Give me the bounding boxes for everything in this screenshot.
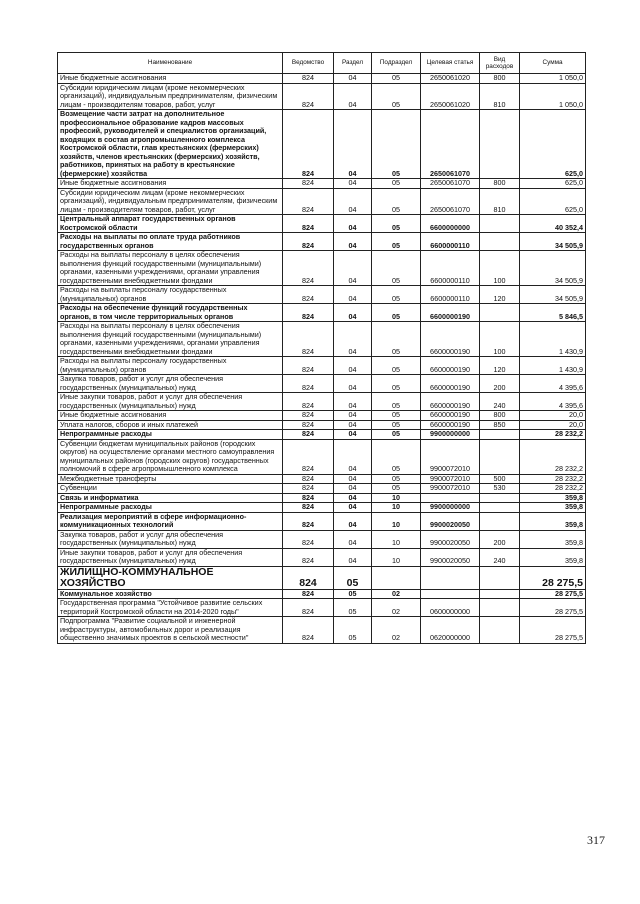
table-row bbox=[58, 530, 586, 548]
row-name: ЖИЛИЩНО-КОММУНАЛЬНОЕ ХОЗЯЙСТВО bbox=[58, 566, 283, 589]
row-subsection: 05 bbox=[372, 484, 421, 494]
row-section: 04 bbox=[334, 393, 372, 411]
row-dept: 824 bbox=[283, 215, 334, 233]
row-target: 2650061070 bbox=[421, 110, 480, 179]
row-dept: 824 bbox=[283, 484, 334, 494]
row-amount: 34 505,9 bbox=[520, 251, 586, 286]
budget-table bbox=[57, 52, 586, 644]
row-dept: 824 bbox=[283, 233, 334, 251]
row-amount: 5 846,5 bbox=[520, 304, 586, 322]
row-section: 04 bbox=[334, 304, 372, 322]
table-row bbox=[58, 251, 586, 286]
row-subsection: 05 bbox=[372, 420, 421, 430]
row-target: 6600000110 bbox=[421, 251, 480, 286]
row-section: 05 bbox=[334, 617, 372, 644]
row-amount: 4 395,6 bbox=[520, 393, 586, 411]
row-exp-type: 120 bbox=[480, 286, 520, 304]
page-number: 317 bbox=[587, 833, 605, 847]
row-dept: 824 bbox=[283, 617, 334, 644]
row-exp-type: 530 bbox=[480, 484, 520, 494]
row-target: 9900020050 bbox=[421, 548, 480, 566]
table-header bbox=[58, 53, 586, 74]
row-section: 04 bbox=[334, 83, 372, 110]
table-row bbox=[58, 548, 586, 566]
row-dept: 824 bbox=[283, 589, 334, 599]
row-section: 04 bbox=[334, 439, 372, 474]
table-row bbox=[58, 474, 586, 484]
row-name: Межбюджетные трансферты bbox=[58, 474, 283, 484]
row-section: 04 bbox=[334, 286, 372, 304]
row-dept: 824 bbox=[283, 393, 334, 411]
table-row bbox=[58, 439, 586, 474]
row-name: Расходы на выплаты персоналу государственных (муниципальных) органов bbox=[58, 357, 283, 375]
row-section: 04 bbox=[334, 357, 372, 375]
row-target: 0600000000 bbox=[421, 599, 480, 617]
row-dept: 824 bbox=[283, 411, 334, 421]
row-section: 05 bbox=[334, 589, 372, 599]
row-amount: 625,0 bbox=[520, 188, 586, 215]
row-amount: 28 275,5 bbox=[520, 589, 586, 599]
header-target: Целевая статья bbox=[421, 53, 480, 74]
row-dept: 824 bbox=[283, 420, 334, 430]
header-section: Раздел bbox=[334, 53, 372, 74]
row-name: Расходы на выплаты персоналу государственных (муниципальных) органов bbox=[58, 286, 283, 304]
row-subsection: 05 bbox=[372, 411, 421, 421]
row-subsection: 10 bbox=[372, 512, 421, 530]
row-subsection: 10 bbox=[372, 530, 421, 548]
row-exp-type bbox=[480, 233, 520, 251]
table-row bbox=[58, 233, 586, 251]
row-subsection: 05 bbox=[372, 474, 421, 484]
row-subsection: 05 bbox=[372, 74, 421, 84]
row-dept: 824 bbox=[283, 110, 334, 179]
table-row bbox=[58, 83, 586, 110]
row-section: 04 bbox=[334, 530, 372, 548]
header-amount: Сумма bbox=[520, 53, 586, 74]
row-exp-type bbox=[480, 304, 520, 322]
row-name: Непрограммные расходы bbox=[58, 503, 283, 513]
row-subsection: 05 bbox=[372, 179, 421, 189]
row-section: 04 bbox=[334, 322, 372, 357]
row-target bbox=[421, 589, 480, 599]
row-amount: 625,0 bbox=[520, 110, 586, 179]
row-amount: 34 505,9 bbox=[520, 233, 586, 251]
row-name: Расходы на выплаты по оплате труда работников государственных органов bbox=[58, 233, 283, 251]
row-name: Непрограммные расходы bbox=[58, 430, 283, 440]
row-subsection bbox=[372, 566, 421, 589]
row-name: Расходы на обеспечение функций государственных органов, в том числе территориальных органов bbox=[58, 304, 283, 322]
row-target: 9900000000 bbox=[421, 503, 480, 513]
row-exp-type bbox=[480, 617, 520, 644]
row-section: 04 bbox=[334, 179, 372, 189]
row-section: 04 bbox=[334, 484, 372, 494]
row-amount: 40 352,4 bbox=[520, 215, 586, 233]
header-dept: Ведомство bbox=[283, 53, 334, 74]
row-name: Расходы на выплаты персоналу в целях обеспечения выполнения функций государственными (муниципальными) органами, казенными учреждениями, органами управления государственными внебюджетными фондами bbox=[58, 322, 283, 357]
row-section: 04 bbox=[334, 233, 372, 251]
row-exp-type: 800 bbox=[480, 411, 520, 421]
row-exp-type: 100 bbox=[480, 251, 520, 286]
row-name: Субвенции бюджетам муниципальных районов (городских округов) на осуществление органами местного самоуправления муниципальных районов (городских округов) государственных полномочий в сфере агропромышленного комплекса bbox=[58, 439, 283, 474]
row-subsection: 05 bbox=[372, 322, 421, 357]
row-target: 9900072010 bbox=[421, 474, 480, 484]
row-name: Закупка товаров, работ и услуг для обеспечения государственных (муниципальных) нужд bbox=[58, 375, 283, 393]
table-row bbox=[58, 286, 586, 304]
row-subsection: 05 bbox=[372, 188, 421, 215]
row-dept: 824 bbox=[283, 439, 334, 474]
row-name: Субсидии юридическим лицам (кроме некоммерческих организаций), индивидуальным предпринимателям, физическим лицам - производителям товаров, работ, услуг bbox=[58, 188, 283, 215]
row-name: Центральный аппарат государственных органов Костромской области bbox=[58, 215, 283, 233]
row-exp-type bbox=[480, 589, 520, 599]
row-amount: 359,8 bbox=[520, 512, 586, 530]
row-subsection: 02 bbox=[372, 617, 421, 644]
row-dept: 824 bbox=[283, 548, 334, 566]
table-row bbox=[58, 430, 586, 440]
row-subsection: 10 bbox=[372, 503, 421, 513]
row-subsection: 05 bbox=[372, 286, 421, 304]
row-exp-type bbox=[480, 493, 520, 503]
row-name: Связь и информатика bbox=[58, 493, 283, 503]
row-subsection: 05 bbox=[372, 215, 421, 233]
row-subsection: 05 bbox=[372, 251, 421, 286]
row-exp-type bbox=[480, 439, 520, 474]
row-amount: 20,0 bbox=[520, 411, 586, 421]
row-exp-type: 850 bbox=[480, 420, 520, 430]
row-name: Иные закупки товаров, работ и услуг для обеспечения государственных (муниципальных) нужд bbox=[58, 393, 283, 411]
row-section: 04 bbox=[334, 411, 372, 421]
row-target: 2650061070 bbox=[421, 179, 480, 189]
row-name: Иные бюджетные ассигнования bbox=[58, 411, 283, 421]
row-section: 04 bbox=[334, 375, 372, 393]
row-subsection: 05 bbox=[372, 83, 421, 110]
row-target: 2650061020 bbox=[421, 74, 480, 84]
table-row bbox=[58, 179, 586, 189]
row-amount: 359,8 bbox=[520, 548, 586, 566]
row-amount: 1 430,9 bbox=[520, 322, 586, 357]
row-amount: 4 395,6 bbox=[520, 375, 586, 393]
row-subsection: 05 bbox=[372, 233, 421, 251]
row-dept: 824 bbox=[283, 530, 334, 548]
row-name: Возмещение части затрат на дополнительное профессиональное образование кадров массовых профессий, руководителей и специалистов организаций, входящих в состав агропромышленного комплекса Костромской области, глав крестьянских (фермерских) хозяйств, членов крестьянских (фермерских) хозяйств, работников, принятых на работу в крестьянские (фермерские) хозяйства bbox=[58, 110, 283, 179]
row-target: 6600000000 bbox=[421, 215, 480, 233]
row-amount: 359,8 bbox=[520, 493, 586, 503]
table-row bbox=[58, 215, 586, 233]
row-subsection: 10 bbox=[372, 493, 421, 503]
row-name: Государственная программа "Устойчивое развитие сельских территорий Костромской области на 2014-2020 годы" bbox=[58, 599, 283, 617]
row-exp-type: 800 bbox=[480, 74, 520, 84]
row-target: 6600000190 bbox=[421, 420, 480, 430]
row-name: Коммунальное хозяйство bbox=[58, 589, 283, 599]
row-amount: 34 505,9 bbox=[520, 286, 586, 304]
row-section: 04 bbox=[334, 420, 372, 430]
row-exp-type: 240 bbox=[480, 548, 520, 566]
row-exp-type bbox=[480, 512, 520, 530]
row-subsection: 05 bbox=[372, 393, 421, 411]
row-target: 9900000000 bbox=[421, 430, 480, 440]
table-row bbox=[58, 110, 586, 179]
row-target: 6600000110 bbox=[421, 286, 480, 304]
row-section: 05 bbox=[334, 566, 372, 589]
row-amount: 20,0 bbox=[520, 420, 586, 430]
row-exp-type: 500 bbox=[480, 474, 520, 484]
row-subsection: 05 bbox=[372, 304, 421, 322]
row-name: Уплата налогов, сборов и иных платежей bbox=[58, 420, 283, 430]
row-exp-type: 240 bbox=[480, 393, 520, 411]
row-section: 04 bbox=[334, 503, 372, 513]
row-target: 6600000190 bbox=[421, 393, 480, 411]
row-name: Иные бюджетные ассигнования bbox=[58, 74, 283, 84]
row-exp-type: 810 bbox=[480, 188, 520, 215]
row-target: 6600000110 bbox=[421, 233, 480, 251]
row-dept: 824 bbox=[283, 599, 334, 617]
row-dept: 824 bbox=[283, 474, 334, 484]
row-subsection: 10 bbox=[372, 548, 421, 566]
table-row bbox=[58, 566, 586, 589]
row-exp-type bbox=[480, 430, 520, 440]
row-section: 05 bbox=[334, 599, 372, 617]
row-exp-type: 120 bbox=[480, 357, 520, 375]
row-exp-type: 810 bbox=[480, 83, 520, 110]
row-section: 04 bbox=[334, 110, 372, 179]
table-row bbox=[58, 503, 586, 513]
row-dept: 824 bbox=[283, 304, 334, 322]
table-row bbox=[58, 393, 586, 411]
table-row bbox=[58, 599, 586, 617]
row-dept: 824 bbox=[283, 179, 334, 189]
row-section: 04 bbox=[334, 74, 372, 84]
row-amount: 28 275,5 bbox=[520, 599, 586, 617]
row-section: 04 bbox=[334, 474, 372, 484]
row-amount: 625,0 bbox=[520, 179, 586, 189]
row-amount: 1 050,0 bbox=[520, 83, 586, 110]
table-row bbox=[58, 322, 586, 357]
row-section: 04 bbox=[334, 512, 372, 530]
row-exp-type bbox=[480, 566, 520, 589]
row-subsection: 05 bbox=[372, 110, 421, 179]
row-subsection: 05 bbox=[372, 430, 421, 440]
row-exp-type: 200 bbox=[480, 530, 520, 548]
table-row bbox=[58, 304, 586, 322]
row-name: Подпрограмма "Развитие социальной и инженерной инфраструктуры, автомобильных дорог и реализация общественно значимых проектов в сельской местности" bbox=[58, 617, 283, 644]
row-name: Иные закупки товаров, работ и услуг для обеспечения государственных (муниципальных) нужд bbox=[58, 548, 283, 566]
row-exp-type bbox=[480, 503, 520, 513]
row-target: 2650061020 bbox=[421, 83, 480, 110]
table-row bbox=[58, 512, 586, 530]
row-exp-type: 100 bbox=[480, 322, 520, 357]
row-target: 0620000000 bbox=[421, 617, 480, 644]
row-target: 9900020050 bbox=[421, 530, 480, 548]
row-target: 9900072010 bbox=[421, 484, 480, 494]
table-row bbox=[58, 617, 586, 644]
table-row bbox=[58, 357, 586, 375]
row-name: Иные бюджетные ассигнования bbox=[58, 179, 283, 189]
row-exp-type bbox=[480, 110, 520, 179]
row-target: 6600000190 bbox=[421, 375, 480, 393]
row-dept: 824 bbox=[283, 188, 334, 215]
row-name: Субвенции bbox=[58, 484, 283, 494]
row-name: Реализация мероприятий в сфере информационно-коммуникационных технологий bbox=[58, 512, 283, 530]
header-exp-type: Вид расходов bbox=[480, 53, 520, 74]
table-row bbox=[58, 375, 586, 393]
row-exp-type bbox=[480, 215, 520, 233]
table-row bbox=[58, 188, 586, 215]
row-name: Расходы на выплаты персоналу в целях обеспечения выполнения функций государственными (муниципальными) органами, казенными учреждениями, органами управления государственными внебюджетными фондами bbox=[58, 251, 283, 286]
row-dept: 824 bbox=[283, 503, 334, 513]
row-target: 9900020050 bbox=[421, 512, 480, 530]
row-amount: 28 232,2 bbox=[520, 484, 586, 494]
row-section: 04 bbox=[334, 430, 372, 440]
row-amount: 1 050,0 bbox=[520, 74, 586, 84]
row-target: 6600000190 bbox=[421, 322, 480, 357]
row-dept: 824 bbox=[283, 286, 334, 304]
row-dept: 824 bbox=[283, 322, 334, 357]
table-row bbox=[58, 484, 586, 494]
row-subsection: 05 bbox=[372, 439, 421, 474]
row-dept: 824 bbox=[283, 357, 334, 375]
row-dept: 824 bbox=[283, 375, 334, 393]
row-amount: 28 275,5 bbox=[520, 566, 586, 589]
row-target bbox=[421, 566, 480, 589]
row-dept: 824 bbox=[283, 493, 334, 503]
row-dept: 824 bbox=[283, 74, 334, 84]
row-section: 04 bbox=[334, 188, 372, 215]
row-section: 04 bbox=[334, 493, 372, 503]
row-exp-type: 200 bbox=[480, 375, 520, 393]
row-target: 2650061070 bbox=[421, 188, 480, 215]
row-dept: 824 bbox=[283, 83, 334, 110]
row-subsection: 05 bbox=[372, 375, 421, 393]
row-target: 6600000190 bbox=[421, 357, 480, 375]
row-dept: 824 bbox=[283, 251, 334, 286]
row-subsection: 02 bbox=[372, 599, 421, 617]
row-exp-type bbox=[480, 599, 520, 617]
row-dept: 824 bbox=[283, 512, 334, 530]
row-amount: 28 232,2 bbox=[520, 439, 586, 474]
row-amount: 359,8 bbox=[520, 530, 586, 548]
row-amount: 28 232,2 bbox=[520, 474, 586, 484]
row-target: 6600000190 bbox=[421, 304, 480, 322]
row-section: 04 bbox=[334, 251, 372, 286]
row-amount: 28 232,2 bbox=[520, 430, 586, 440]
row-amount: 28 275,5 bbox=[520, 617, 586, 644]
row-subsection: 05 bbox=[372, 357, 421, 375]
row-amount: 359,8 bbox=[520, 503, 586, 513]
row-subsection: 02 bbox=[372, 589, 421, 599]
table-row bbox=[58, 74, 586, 84]
table-row bbox=[58, 411, 586, 421]
row-section: 04 bbox=[334, 215, 372, 233]
row-target: 6600000190 bbox=[421, 411, 480, 421]
row-target: 9900072010 bbox=[421, 439, 480, 474]
header-name: Наименование bbox=[58, 53, 283, 74]
row-name: Закупка товаров, работ и услуг для обеспечения государственных (муниципальных) нужд bbox=[58, 530, 283, 548]
header-subsection: Подраздел bbox=[372, 53, 421, 74]
row-dept: 824 bbox=[283, 430, 334, 440]
row-section: 04 bbox=[334, 548, 372, 566]
row-amount: 1 430,9 bbox=[520, 357, 586, 375]
row-name: Субсидии юридическим лицам (кроме некоммерческих организаций), индивидуальным предпринимателям, физическим лицам - производителям товаров, работ, услуг bbox=[58, 83, 283, 110]
row-dept: 824 bbox=[283, 566, 334, 589]
row-exp-type: 800 bbox=[480, 179, 520, 189]
